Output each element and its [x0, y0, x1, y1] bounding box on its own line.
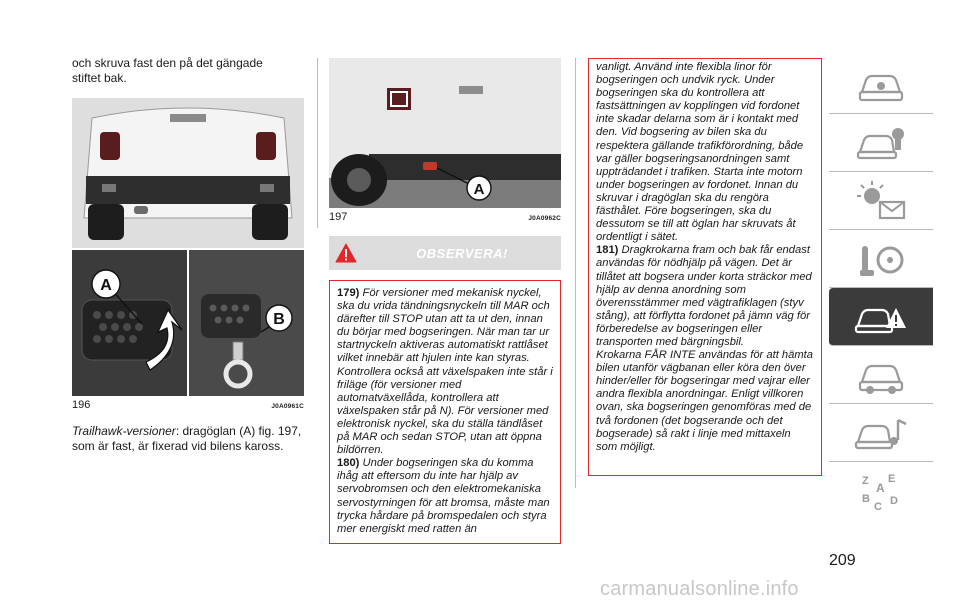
- column-2: [329, 58, 561, 544]
- notice-header: [329, 236, 561, 270]
- sidebar-item-emergency[interactable]: [829, 288, 933, 346]
- figure-196-caption: [72, 396, 304, 414]
- svg-text:Z: Z: [862, 475, 869, 487]
- figure-code: J0A0961C: [271, 403, 304, 410]
- figure-label-a: A: [100, 277, 112, 294]
- warning-icon: [329, 236, 363, 270]
- svg-text:C: C: [874, 501, 882, 513]
- figure-197-code: J0A0962C: [528, 215, 561, 222]
- alphabet-index-icon: [854, 468, 908, 514]
- car-key-icon: [854, 120, 908, 166]
- watermark: carmanualsonline.info: [600, 578, 799, 600]
- figure-197-label-a: A: [473, 181, 485, 198]
- jeep-rear-illustration: [72, 98, 304, 248]
- note-179-number: 179): [337, 287, 360, 299]
- sun-message-icon: [854, 178, 908, 224]
- svg-text:D: D: [890, 495, 898, 507]
- column-divider: [317, 58, 318, 228]
- chapter-sidebar: [829, 56, 933, 520]
- car-emergency-icon: [854, 294, 908, 340]
- note-181: [596, 244, 814, 349]
- detail-photo-right: [189, 250, 304, 396]
- svg-text:A: A: [876, 481, 885, 495]
- notice-box-continued: [588, 58, 822, 476]
- car-media-icon: [854, 410, 908, 456]
- note-179-text: För versioner med mekanisk nyckel, ska du vrida tändningsnyckeln till MAR och därefter till STOP utan att ta ut den, innan du börjar med bogseringen. När man tar ur startnyckeln aktiveras automatiskt rattlåset vilket innebär att hjulen inte kan styras. Kontrollera också att växelspaken inte står i friläge (för versioner med automatväxellåda, kontrollera att växelspaken står på N). För versioner med elektronisk nyckel, ska du ställa tändlåset på MAR och sedan STOP, utan att öppna bildörren.: [337, 287, 553, 457]
- caption-rest: : dragöglan (A) fig. 197, som är fast, är fixerad vid bilens kaross.: [72, 424, 302, 453]
- note-181-number: 181): [596, 244, 619, 257]
- car-dashboard-icon: [854, 62, 908, 108]
- sidebar-item-safety[interactable]: [829, 230, 933, 288]
- figure-label-b: B: [273, 311, 285, 328]
- note-180-continued: vanligt. Använd inte flexibla linor för bogseringen och undvik ryck. Under bogseringen ska du kontrollera att fastsättningen av kopplingen vid fordonet inte skadar delarna som är i kontakt med den. Vid bogsering av bilen ska du respektera gällande trafikförordning, både var gäller bogseringsanordningen samt uppträdandet i trafiken. Starta inte motorn under bogseringen av fordonet. Innan du skruvar i dragöglan ska du rengöra fästhålet. Före bogseringen, ska du dessutom se till att öglan har skruvats åt ordentligt i sätet.: [596, 61, 804, 244]
- notice-box: [329, 280, 561, 544]
- svg-text:B: B: [862, 493, 870, 505]
- note-181-text: Dragkrokarna fram och bak får endast användas för nödhjälp på vägen. Det är tillåtet att bogsera under korta sträckor med hjälp av denna anordning som överensstämmer med vägtrafiklagen (styv stång), att förflytta fordonet på jämn väg för förberedelse av bogseringen eller transporten med bärgningsbil.: [596, 244, 812, 348]
- car-service-icon: [854, 352, 908, 398]
- sidebar-item-index[interactable]: [829, 462, 933, 520]
- intro-text: och skruva fast den på det gängade stiftet bak.: [72, 56, 263, 85]
- svg-text:E: E: [888, 473, 896, 485]
- sidebar-item-service[interactable]: [829, 346, 933, 404]
- sidebar-item-dashboard[interactable]: [829, 56, 933, 114]
- caption-paragraph: [72, 424, 304, 454]
- sidebar-item-keys[interactable]: [829, 114, 933, 172]
- note-179: [337, 287, 553, 457]
- figure-196-top-photo: [72, 98, 304, 248]
- note-180: [337, 457, 553, 536]
- figure-196-detail-photos: [72, 250, 304, 396]
- note-180-number: 180): [337, 457, 360, 470]
- page-number: 209: [829, 552, 856, 569]
- caption-lead: Trailhawk-versioner: [72, 424, 176, 438]
- figure-number: 196: [72, 399, 91, 411]
- seat-steering-icon: [854, 236, 908, 282]
- sidebar-item-multimedia[interactable]: [829, 404, 933, 462]
- column-3: [588, 58, 822, 476]
- detail-photo-left: [72, 250, 187, 396]
- column-1: [72, 56, 304, 454]
- figure-197-photo: [329, 58, 561, 208]
- figure-197-number: 197: [329, 211, 348, 223]
- note-181-paragraph-2: Krokarna FÅR INTE användas för att hämta bilen utanför vägbanan eller köra den över hinder/eller för bogseringar med vajrar eller andra flexibla anordningar. Enligt villkoren ovan, ska bogseringen genomföras med de två fordonen (det bogserande och det bogserade) så rakt i linje med mittaxeln som möjligt.: [596, 349, 814, 453]
- column-divider-2: [575, 58, 576, 488]
- notice-title: OBSERVERA!: [416, 245, 508, 261]
- note-180-text: Under bogseringen ska du komma ihåg att eftersom du inte har hjälp av servobromsen och den elektromekaniska servostyrningen för att bromsa, måste man trycka hårdare på bromspedalen och styra mer energiskt med ratten än: [337, 457, 550, 535]
- sidebar-item-warnings[interactable]: [829, 172, 933, 230]
- figure-197-caption: [329, 208, 561, 226]
